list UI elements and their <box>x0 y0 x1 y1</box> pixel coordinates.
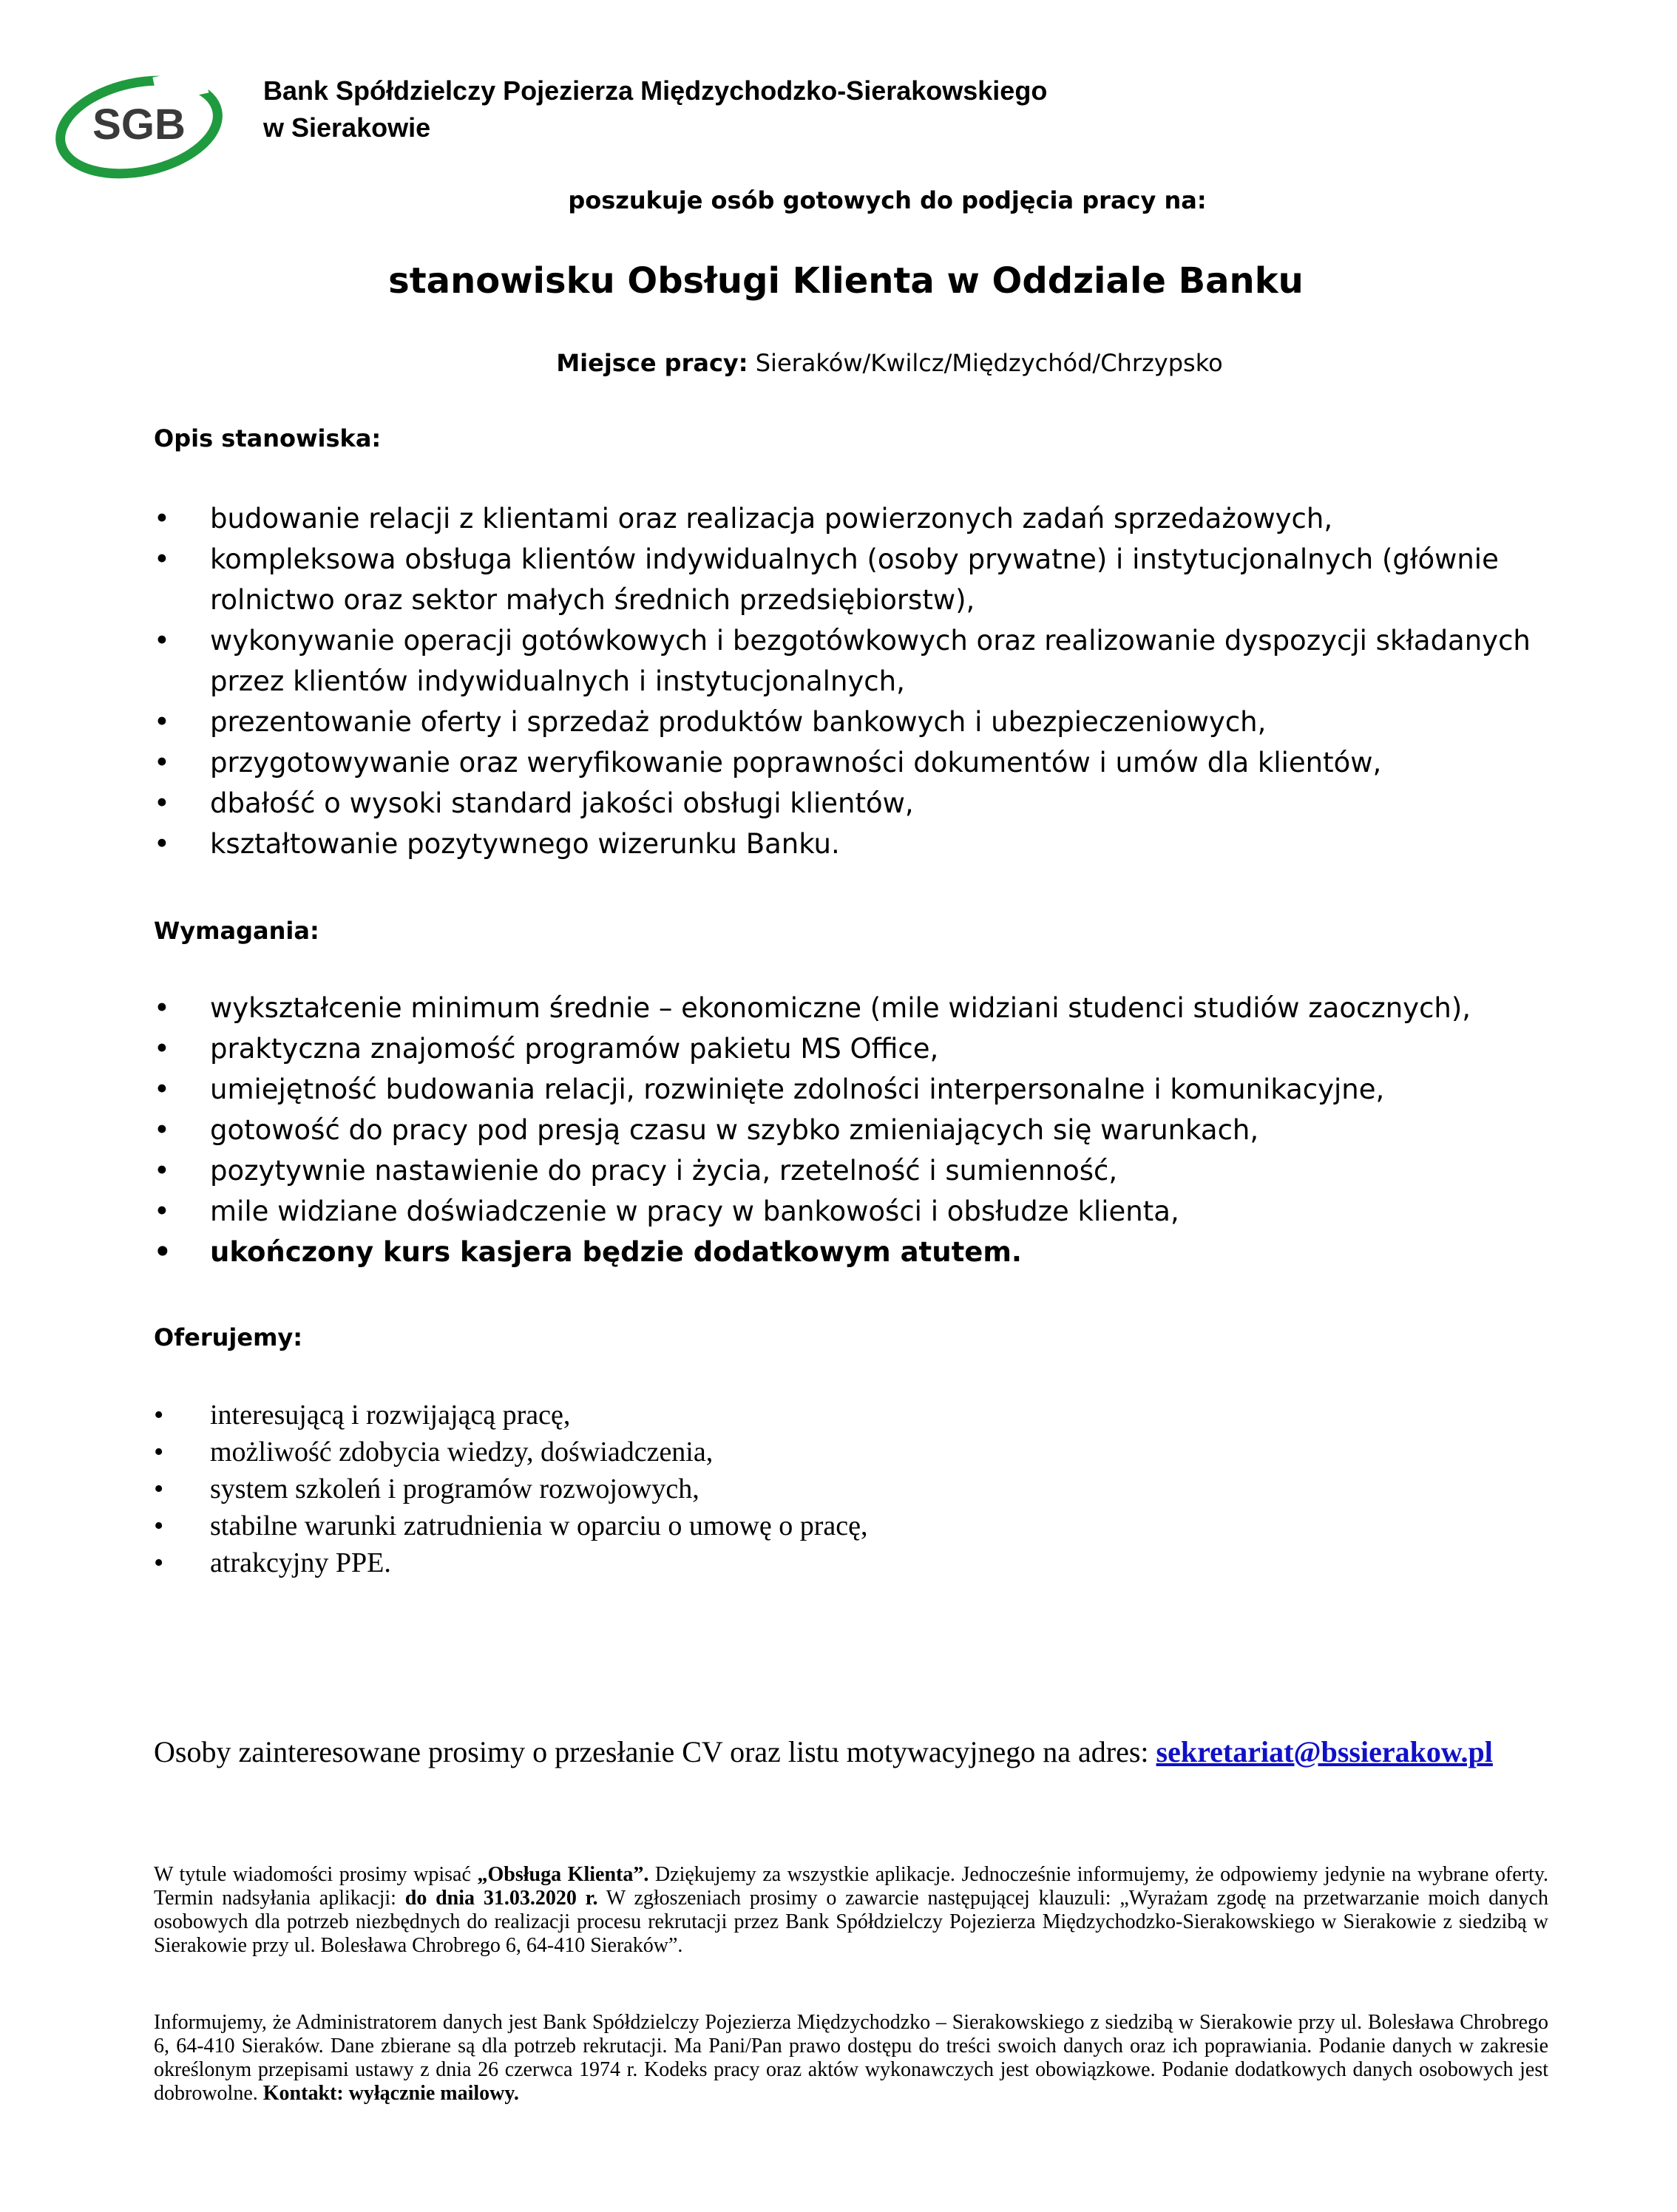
intro-text: poszukuje osób gotowych do podjęcia pracy na: <box>568 186 1207 214</box>
bank-name-line1: Bank Spółdzielczy Pojezierza Międzychodzko-Sierakowskiego <box>263 75 1048 106</box>
list-item: • stabilne warunki zatrudnienia w oparciu o umowę o pracę, <box>154 1507 1559 1544</box>
footer-text: W tytule wiadomości prosimy wpisać <box>154 1863 478 1886</box>
list-item: • pozytywnie nastawienie do pracy i życia, rzetelność i sumienność, <box>154 1150 1559 1191</box>
requirements-heading: Wymagania: <box>154 917 319 945</box>
list-item: • interesującą i rozwijającą pracę, <box>154 1397 1559 1434</box>
offer-list <box>154 1397 1559 1581</box>
bank-name <box>263 72 1047 146</box>
list-item: • gotowość do pracy pod presją czasu w szybko zmieniających się warunkach, <box>154 1110 1559 1150</box>
logo-text: SGB <box>92 101 186 149</box>
footer-text: Dziękujemy za wszystkie aplikacje. Jednocześnie informujemy, że odpowiemy jedynie na wybrane oferty. Termin nadsyłania aplikacji: <box>154 1863 1549 1910</box>
list-item: • mile widziane doświadczenie w pracy w bankowości i obsłudze klienta, <box>154 1191 1559 1232</box>
footer-deadline: do dnia 31.03.2020 r. <box>404 1887 598 1910</box>
footer-gdpr-info <box>154 2011 1548 2106</box>
list-item: • wykonywanie operacji gotówkowych i bezgotówkowych oraz realizowanie dyspozycji składanych przez klientów indywidualnych i instytucjonalnych, <box>154 620 1559 702</box>
list-item: • kompleksowa obsługa klientów indywidualnych (osoby prywatne) i instytucjonalnych (głównie rolnictwo oraz sektor małych średnich przedsiębiorstw), <box>154 539 1559 620</box>
list-item: • prezentowanie oferty i sprzedaż produktów bankowych i ubezpieczeniowych, <box>154 702 1559 742</box>
list-item: • praktyczna znajomość programów pakietu MS Office, <box>154 1028 1559 1069</box>
footer-contact-note: Kontakt: wyłącznie mailowy. <box>262 2082 519 2105</box>
bank-name-line2: w Sierakowie <box>263 112 431 143</box>
sgb-logo <box>52 74 229 185</box>
footer-clause <box>154 1863 1548 1958</box>
list-item: • przygotowywanie oraz weryfikowanie poprawności dokumentów i umów dla klientów, <box>154 742 1559 783</box>
footer-text: Informujemy, że Administratorem danych jest Bank Spółdzielczy Pojezierza Międzychodzko – Sierakowskiego z siedzibą w Sierakowie przy ul. Bolesława Chrobrego 6, 64-410 Sieraków. Dane zbierane są dla potrzeb rekrutacji. Ma Pani/Pan prawo dostępu do treści swoich danych oraz ich poprawiania. Podanie danych w zakresie określonym przepisami ustawy z dnia 26 czerwca 1974 r. Kodeks pracy oraz aktów wykonawczych jest obowiązkowe. Podanie dodatkowych danych osobowych jest dobrowolne. <box>154 2011 1548 2105</box>
location-value: Sieraków/Kwilcz/Międzychód/Chrzypsko <box>755 349 1223 377</box>
list-item: • umiejętność budowania relacji, rozwinięte zdolności interpersonalne i komunikacyjne, <box>154 1069 1559 1110</box>
list-item: • system szkoleń i programów rozwojowych, <box>154 1470 1559 1507</box>
position-title: stanowisku Obsługi Klienta w Oddziale Banku <box>388 260 1304 302</box>
description-list <box>154 498 1559 864</box>
list-item: • budowanie relacji z klientami oraz realizacja powierzonych zadań sprzedażowych, <box>154 498 1559 539</box>
list-item: • atrakcyjny PPE. <box>154 1544 1559 1581</box>
list-item: • ukończony kurs kasjera będzie dodatkowym atutem. <box>154 1232 1559 1272</box>
requirements-list <box>154 988 1559 1272</box>
contact-line <box>154 1731 1559 1773</box>
contact-email-link[interactable]: sekretariat@bssierakow.pl <box>1156 1735 1493 1768</box>
footer-text: W zgłoszeniach prosimy o zawarcie następującej klauzuli: „Wyrażam zgodę na przetwarzanie moich danych osobowych dla potrzeb niezbędnych do realizacji procesu rekrutacji przez Bank Spółdzielczy Pojezierza Międzychodzko-Sierakowskiego w Sierakowie z siedzibą w Sierakowie przy ul. Bolesława Chrobrego 6, 64-410 Sieraków”. <box>154 1887 1548 1957</box>
list-item: • możliwość zdobycia wiedzy, doświadczenia, <box>154 1434 1559 1470</box>
list-item: • kształtowanie pozytywnego wizerunku Banku. <box>154 824 1559 864</box>
offer-heading: Oferujemy: <box>154 1323 303 1351</box>
contact-text: Osoby zainteresowane prosimy o przesłanie CV oraz listu motywacyjnego na adres: <box>154 1735 1156 1768</box>
work-location <box>0 349 1677 377</box>
list-item: • dbałość o wysoki standard jakości obsługi klientów, <box>154 783 1559 824</box>
description-heading: Opis stanowiska: <box>154 424 382 452</box>
location-label: Miejsce pracy: <box>556 349 748 377</box>
footer-subject: „Obsługa Klienta”. <box>477 1863 649 1886</box>
list-item: • wykształcenie minimum średnie – ekonomiczne (mile widziani studenci studiów zaocznych), <box>154 988 1559 1028</box>
